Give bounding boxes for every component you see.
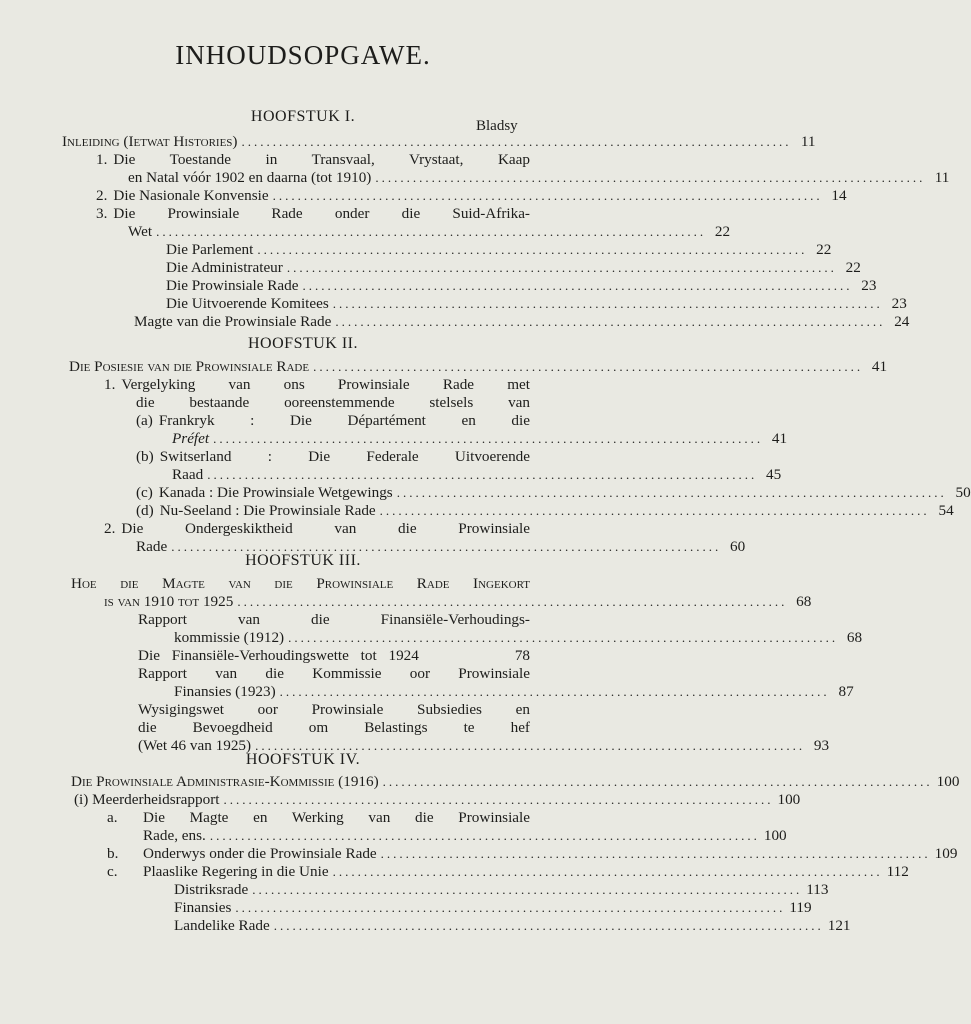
entry-text: die Bevoegdheid om Belastings te hef <box>138 719 530 736</box>
toc-entry-wysigingswet <box>138 701 530 719</box>
page-title: INHOUDSOPGAWE. <box>175 40 431 70</box>
toc-entry-distriksrade <box>174 881 829 899</box>
entry-text: Rade <box>136 538 168 555</box>
toc-entry-vergelyking-cont <box>136 394 530 412</box>
leader-dots: ........................................................................................ <box>209 828 760 843</box>
entry-text: Hoe die Magte van die Prowinsiale Rade Ingekort <box>71 575 530 592</box>
leader-dots: ........................................................................................ <box>156 224 707 239</box>
entry-number: 2. <box>104 520 116 537</box>
toc-entry-switserland-cont <box>172 466 782 484</box>
entry-page: 68 <box>846 629 863 646</box>
toc-entry-rade-wet <box>96 205 530 223</box>
entry-page: 50 <box>955 484 971 501</box>
entry-page: 109 <box>934 845 958 862</box>
leader-dots: ........................................................................................ <box>171 539 722 554</box>
toc-entry-toestande <box>96 151 530 169</box>
entry-number: (d) <box>136 502 154 519</box>
toc-entry-meerderheidsrapport <box>74 791 801 809</box>
entry-text: Plaaslike Regering in die Unie <box>143 863 329 880</box>
chapter-heading-2: HOOFSTUK II. <box>248 335 358 352</box>
leader-dots: ........................................................................................ <box>235 900 786 915</box>
entry-page: 41 <box>771 430 788 447</box>
leader-dots: ........................................................................................ <box>241 134 792 149</box>
leader-dots: ........................................................................................ <box>286 260 837 275</box>
entry-page: 93 <box>813 737 830 754</box>
entry-text: Rapport van die Kommissie oor Prowinsiale <box>138 665 530 682</box>
toc-entry-plaaslike-regering <box>107 863 909 881</box>
leader-dots: ........................................................................................ <box>255 738 806 753</box>
leader-dots: ........................................................................................ <box>272 188 823 203</box>
entry-number: 2. <box>96 187 108 204</box>
entry-text: Die Administrateur <box>166 259 283 276</box>
entry-text: Nu-Seeland : Die Prowinsiale Rade <box>159 502 376 519</box>
toc-entry-landelike-rade <box>174 917 851 935</box>
entry-text: Die Prowinsiale Rade onder die Suid-Afrika- <box>113 205 530 222</box>
entry-page: 100 <box>777 791 801 808</box>
toc-entry-magte-ingekort-cont <box>104 593 812 611</box>
toc-entry-vergelyking <box>104 376 530 394</box>
toc-entry-komitees <box>166 295 907 313</box>
entry-text: en Natal vóór 1902 en daarna (tot 1910) <box>128 169 372 186</box>
entry-page: 11 <box>800 133 816 150</box>
leader-dots: ........................................................................................ <box>335 314 886 329</box>
entry-number: a. <box>107 809 118 826</box>
entry-text: Vergelyking van ons Prowinsiale Rade met <box>121 376 530 393</box>
leader-dots: ........................................................................................ <box>332 864 883 879</box>
entry-page: 24 <box>894 313 910 330</box>
entry-text: Rapport van die Finansiële-Verhoudings- <box>138 611 530 628</box>
toc-entry-parlement <box>166 241 832 259</box>
leader-dots: ........................................................................................ <box>380 846 931 861</box>
entry-number: c. <box>107 863 118 880</box>
leader-dots: ........................................................................................ <box>213 431 764 446</box>
entry-text: Die Ondergeskiktheid van die Prowinsiale <box>121 520 530 537</box>
toc-entry-nu-seeland <box>136 502 954 520</box>
leader-dots: ........................................................................................ <box>302 278 853 293</box>
chapter-heading-3: HOOFSTUK III. <box>245 552 361 569</box>
entry-page: 45 <box>766 466 782 483</box>
leader-dots: ........................................................................................ <box>382 774 933 789</box>
toc-entry-kanada <box>136 484 971 502</box>
entry-text: Kanada : Die Prowinsiale Wetgewings <box>158 484 393 501</box>
leader-dots: ........................................................................................ <box>313 359 864 374</box>
entry-text: Die Toestande in Transvaal, Vrystaat, Kaap <box>113 151 530 168</box>
toc-entry-magte-werking <box>107 809 530 827</box>
entry-text: Raad <box>172 466 204 483</box>
toc-entry-inleiding <box>62 133 816 151</box>
leader-dots: ........................................................................................ <box>288 630 839 645</box>
entry-text: Préfet <box>172 430 210 447</box>
entry-text: Die Prowinsiale Rade <box>166 277 299 294</box>
leader-dots: ........................................................................................ <box>252 882 803 897</box>
entry-page: 113 <box>806 881 829 898</box>
entry-page: 14 <box>831 187 847 204</box>
entry-text: Die Prowinsiale Administrasie-Kommissie (1916) <box>71 773 379 790</box>
chapter-heading-4: HOOFSTUK IV. <box>245 751 361 768</box>
toc-entry-frankryk-cont <box>172 430 788 448</box>
entry-text: Distriksrade <box>174 881 249 898</box>
leader-dots: ........................................................................................ <box>279 684 830 699</box>
toc-entry-onderwys <box>107 845 958 863</box>
entry-number: 3. <box>96 205 108 222</box>
toc-entry-finansies <box>174 899 812 917</box>
toc-entry-administrateur <box>166 259 861 277</box>
toc-entry-ondergeskiktheid <box>104 520 530 538</box>
entry-page: 22 <box>714 223 731 240</box>
entry-number: 1. <box>104 376 116 393</box>
entry-text: Magte van die Prowinsiale Rade <box>134 313 332 330</box>
entry-text: Landelike Rade <box>174 917 270 934</box>
entry-page: 41 <box>871 358 888 375</box>
entry-page: 23 <box>861 277 877 294</box>
entry-text: Die Posiesie van die Prowinsiale Rade <box>69 358 310 375</box>
entry-text: Die Uitvoerende Komitees <box>166 295 329 312</box>
toc-entry-toestande-cont <box>128 169 950 187</box>
entry-text: (Wet 46 van 1925) <box>138 737 252 754</box>
chapter-heading-1: HOOFSTUK I. <box>250 108 356 125</box>
entry-page: 78 <box>514 647 530 664</box>
toc-entry-rade-wet-cont <box>128 223 731 241</box>
entry-text: Frankryk : Die Départément en die <box>158 412 530 429</box>
entry-page: 121 <box>827 917 851 934</box>
leader-dots: ........................................................................................ <box>223 792 774 807</box>
entry-number: (a) <box>136 412 153 429</box>
entry-text: Rade, ens. <box>143 827 206 844</box>
entry-text: Switserland : Die Federale Uitvoerende <box>159 448 530 465</box>
entry-text: is van 1910 tot 1925 <box>104 593 234 610</box>
entry-page: 22 <box>816 241 832 258</box>
toc-entry-rapport-1912-cont <box>174 629 863 647</box>
entry-page: 119 <box>789 899 812 916</box>
leader-dots: ........................................................................................ <box>396 485 947 500</box>
entry-text: Die Magte en Werking van die Prowinsiale <box>143 809 530 826</box>
leader-dots: ........................................................................................ <box>375 170 926 185</box>
entry-page: 87 <box>838 683 854 700</box>
entry-page: 54 <box>938 502 954 519</box>
entry-text: Die Finansiële-Verhoudingswette tot 1924 <box>138 647 419 664</box>
toc-entry-rapport-1912 <box>138 611 530 629</box>
toc-entry-administrasie-kommissie <box>71 773 960 791</box>
entry-page: 68 <box>796 593 812 610</box>
entry-text: kommissie (1912) <box>174 629 285 646</box>
entry-page: 100 <box>936 773 960 790</box>
entry-number: (b) <box>136 448 154 465</box>
entry-number: b. <box>107 845 119 862</box>
leader-dots: ........................................................................................ <box>273 918 824 933</box>
entry-text: (i) Meerderheidsrapport <box>74 791 220 808</box>
entry-text: Finansies (1923) <box>174 683 276 700</box>
entry-text: Die Nasionale Konvensie <box>113 187 269 204</box>
leader-dots: ........................................................................................ <box>332 296 883 311</box>
entry-text: Wet <box>128 223 153 240</box>
entry-number: (c) <box>136 484 153 501</box>
page-column-label: Bladsy <box>476 118 518 134</box>
toc-entry-konvensie <box>96 187 847 205</box>
toc-entry-switserland <box>136 448 530 466</box>
entry-page: 60 <box>730 538 746 555</box>
toc-entry-magte-ingekort <box>71 575 530 593</box>
entry-text: die bestaande ooreenstemmende stelsels van <box>136 394 530 411</box>
leader-dots: ........................................................................................ <box>257 242 808 257</box>
entry-page: 23 <box>891 295 907 312</box>
leader-dots: ........................................................................................ <box>379 503 930 518</box>
entry-text: Die Parlement <box>166 241 254 258</box>
toc-entry-wysigingswet-cont <box>138 719 530 737</box>
toc-entry-verhoudingswette <box>138 647 530 665</box>
entry-text: Inleiding (Ietwat Histories) <box>62 133 238 150</box>
leader-dots: ........................................................................................ <box>207 467 758 482</box>
entry-number: 1. <box>96 151 108 168</box>
toc-entry-rapport-1923 <box>138 665 530 683</box>
toc-entry-prowinsiale-rade <box>166 277 877 295</box>
entry-page: 100 <box>763 827 787 844</box>
entry-text: Wysigingswet oor Prowinsiale Subsiedies en <box>138 701 530 718</box>
toc-entry-magte <box>134 313 910 331</box>
entry-text: Onderwys onder die Prowinsiale Rade <box>143 845 377 862</box>
toc-entry-posiesie <box>69 358 888 376</box>
entry-text: Finansies <box>174 899 232 916</box>
toc-entry-magte-werking-cont <box>143 827 787 845</box>
entry-page: 11 <box>934 169 950 186</box>
leader-dots: ........................................................................................ <box>237 594 788 609</box>
entry-page: 22 <box>845 259 861 276</box>
toc-entry-frankryk <box>136 412 530 430</box>
entry-page: 112 <box>886 863 909 880</box>
toc-entry-rapport-1923-cont <box>174 683 854 701</box>
